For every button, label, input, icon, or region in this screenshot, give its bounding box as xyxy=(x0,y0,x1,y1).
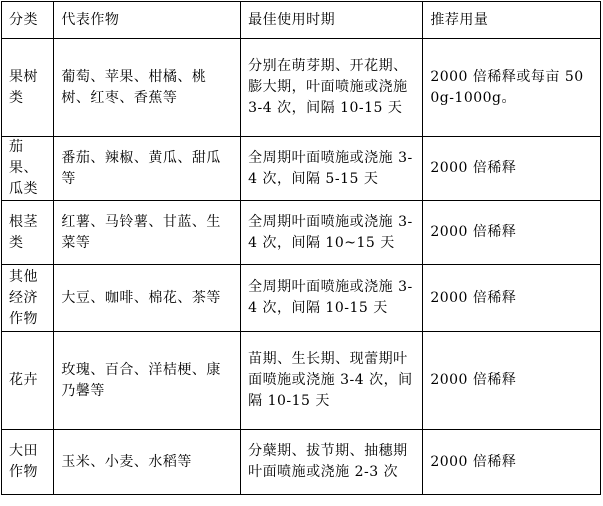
dosage-cell: 2000 倍稀释 xyxy=(423,265,601,332)
period-cell: 分蘖期、拔节期、抽穗期叶面喷施或浇施 2-3 次 xyxy=(241,430,423,495)
category-cell: 根茎类 xyxy=(2,201,54,265)
header-period: 最佳使用时期 xyxy=(241,2,423,39)
header-category: 分类 xyxy=(2,2,54,39)
period-cell: 全周期叶面喷施或浇施 3-4 次，间隔 10~15 天 xyxy=(241,201,423,265)
table-row xyxy=(2,332,601,430)
period-cell: 苗期、生长期、现蕾期叶面喷施或浇施 3-4 次，间隔 10-15 天 xyxy=(241,332,423,430)
table-row xyxy=(2,137,601,201)
table-row xyxy=(2,430,601,495)
period-cell: 全周期叶面喷施或浇施 3-4 次，间隔 5-15 天 xyxy=(241,137,423,201)
dosage-cell: 2000 倍稀释或每亩 500g-1000g。 xyxy=(423,39,601,137)
period-cell: 分别在萌芽期、开花期、膨大期，叶面喷施或浇施 3-4 次，间隔 10-15 天 xyxy=(241,39,423,137)
category-cell: 其他经济作物 xyxy=(2,265,54,332)
crops-cell: 玉米、小麦、水稻等 xyxy=(54,430,241,495)
table-header-row xyxy=(2,2,601,39)
period-cell: 全周期叶面喷施或浇施 3-4 次，间隔 10-15 天 xyxy=(241,265,423,332)
category-cell: 茄果、瓜类 xyxy=(2,137,54,201)
crop-usage-table xyxy=(1,1,601,495)
crops-cell: 番茄、辣椒、黄瓜、甜瓜等 xyxy=(54,137,241,201)
dosage-cell: 2000 倍稀释 xyxy=(423,332,601,430)
crops-cell: 红薯、马铃薯、甘蓝、生菜等 xyxy=(54,201,241,265)
table-row xyxy=(2,201,601,265)
crops-cell: 大豆、咖啡、棉花、茶等 xyxy=(54,265,241,332)
category-cell: 花卉 xyxy=(2,332,54,430)
crops-cell: 葡萄、苹果、柑橘、桃树、红枣、香蕉等 xyxy=(54,39,241,137)
header-dosage: 推荐用量 xyxy=(423,2,601,39)
crops-cell: 玫瑰、百合、洋桔梗、康乃馨等 xyxy=(54,332,241,430)
category-cell: 大田作物 xyxy=(2,430,54,495)
table-row xyxy=(2,39,601,137)
dosage-cell: 2000 倍稀释 xyxy=(423,201,601,265)
dosage-cell: 2000 倍稀释 xyxy=(423,430,601,495)
category-cell: 果树类 xyxy=(2,39,54,137)
dosage-cell: 2000 倍稀释 xyxy=(423,137,601,201)
header-crops: 代表作物 xyxy=(54,2,241,39)
table-row xyxy=(2,265,601,332)
